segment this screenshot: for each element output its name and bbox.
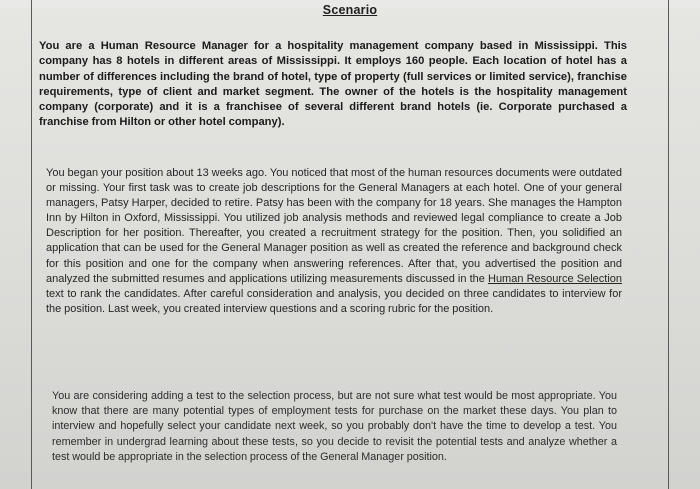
scenario-title: Scenario (322, 3, 378, 17)
paragraph-position-history-text-end: text to rank the candidates. After careful consideration and analysis, you decided on three candidates to interview for the position. Last week, you created interview questions and a scoring rubric for the position. (46, 287, 622, 315)
paragraph-intro: You are a Human Resource Manager for a hospitality management company based in Mississippi. This company has 8 hotels in different areas of Mississippi. It employs 160 people. Each location of hotel has a number of differences including the brand of hotel, type of property (full services or limited service), franchise requirements, type of client and market segment. The owner of the hotels is the hospitality management company (corporate) and it is a franchisee of several different brand hotels (ie. Corporate purchased a franchise from Hilton or other hotel company). (39, 40, 627, 129)
paragraph-position-history-text: You began your position about 13 weeks ago. You noticed that most of the human resources documents were outdated or missing. Your first task was to create job descriptions for the General Managers at each hotel. One of your general managers, Patsy Harper, decided to retire. Patsy has been with the company for 18 years. She manages the Hampton Inn by Hilton in Oxford, Mississippi. You utilized job analysis methods and reviewed legal compliance to create a Job Description for her position. Thereafter, you created a recruitment strategy for the position. Then, you solidified an application that can be used for the General Manager position as well as created the reference and background check for this position and one for the company when answering references. After that, you advertised the position and analyzed the submitted resumes and applications utilizing measurements discussed in the (46, 167, 622, 285)
human-resource-selection-link[interactable]: Human Resource Selection (488, 272, 622, 285)
paragraph-position-history (46, 166, 622, 317)
right-border-line (668, 0, 669, 489)
paragraph-testing-consideration: You are considering adding a test to the selection process, but are not sure what test would be most appropriate. You know that there are many potential types of employment tests for purchase on the market these days. You plan to interview and hopefully select your candidate next week, so you probably don't have the time to develop a test. You remember in undergrad learning about these tests, so you decide to revisit the potential tests and analyze whether a test would be appropriate in the selection process of the General Manager position. (52, 390, 617, 463)
left-border-line (31, 0, 32, 489)
